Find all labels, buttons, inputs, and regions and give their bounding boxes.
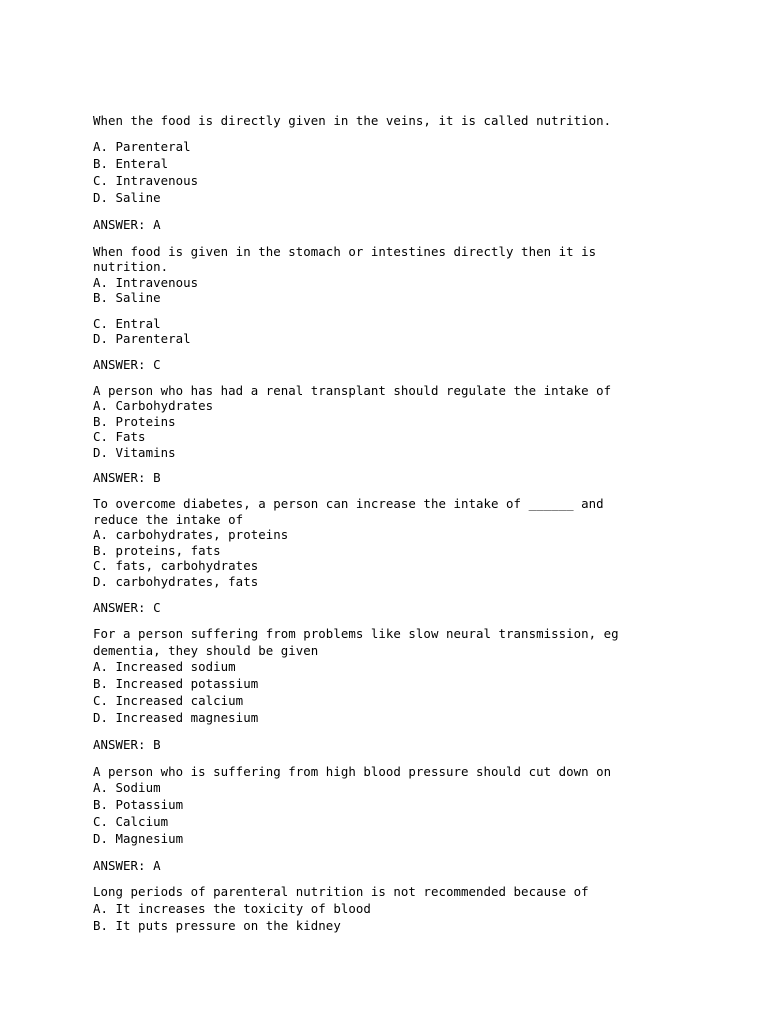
question-2-option-b: B. Saline [93,290,161,305]
question-3-answer: ANSWER: B [93,470,161,485]
question-6-stem: A person who is suffering from high blood pressure should cut down on [93,764,612,779]
question-1-option-a: A. Parenteral [93,139,191,154]
question-1-option-c: C. Intravenous [93,173,199,188]
question-7-option-b: B. It puts pressure on the kidney [93,918,341,933]
question-6-answer: ANSWER: A [93,858,161,873]
question-2-option-c: C. Entral [93,316,161,331]
question-2-option-a: A. Intravenous [93,275,199,290]
question-1-stem: When the food is directly given in the veins, it is called nutrition. [93,113,612,128]
question-3-option-b: B. Proteins [93,414,176,429]
question-2-stem-line-2: nutrition. [93,259,169,274]
question-2-answer: ANSWER: C [93,357,161,372]
question-4-option-b: B. proteins, fats [93,543,221,558]
question-7-option-a: A. It increases the toxicity of blood [93,901,371,916]
question-1-answer: ANSWER: A [93,217,161,232]
question-4-option-a: A. carbohydrates, proteins [93,527,289,542]
question-4-option-d: D. carbohydrates, fats [93,574,259,589]
question-3-option-c: C. Fats [93,429,146,444]
question-3-stem: A person who has had a renal transplant should regulate the intake of [93,383,612,398]
question-2-stem-line-1: When food is given in the stomach or intestines directly then it is [93,244,597,259]
question-3-option-d: D. Vitamins [93,445,176,460]
question-5-option-b: B. Increased potassium [93,676,259,691]
question-6-option-b: B. Potassium [93,797,184,812]
question-5-stem-line-2: dementia, they should be given [93,643,319,658]
question-6-option-d: D. Magnesium [93,831,184,846]
question-1-option-b: B. Enteral [93,156,169,171]
question-1-option-d: D. Saline [93,190,161,205]
question-5-option-c: C. Increased calcium [93,693,244,708]
question-5-answer: ANSWER: B [93,737,161,752]
question-2-option-d: D. Parenteral [93,331,191,346]
question-5-option-a: A. Increased sodium [93,659,236,674]
question-5-option-d: D. Increased magnesium [93,710,259,725]
question-7-stem: Long periods of parenteral nutrition is not recommended because of [93,884,589,899]
question-6-option-a: A. Sodium [93,780,161,795]
question-4-stem-line-2: reduce the intake of [93,512,244,527]
question-5-stem-line-1: For a person suffering from problems like slow neural transmission, eg [93,626,619,641]
question-4-stem-line-1: To overcome diabetes, a person can increase the intake of ______ and [93,496,604,511]
question-3-option-a: A. Carbohydrates [93,398,214,413]
question-6-option-c: C. Calcium [93,814,169,829]
question-4-answer: ANSWER: C [93,600,161,615]
question-4-option-c: C. fats, carbohydrates [93,558,259,573]
